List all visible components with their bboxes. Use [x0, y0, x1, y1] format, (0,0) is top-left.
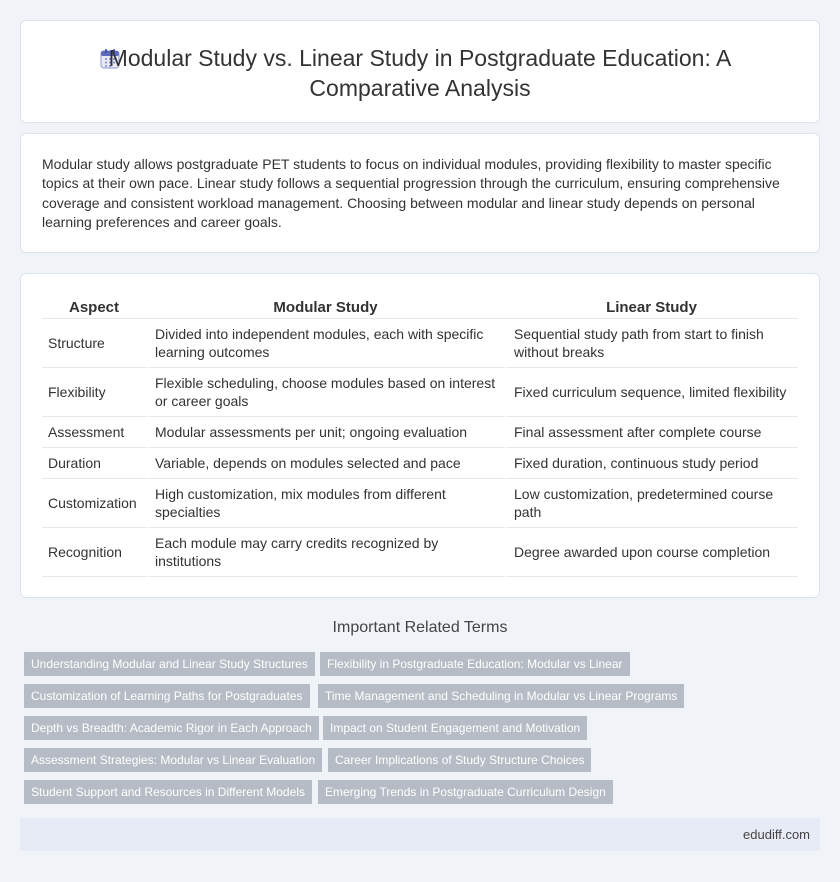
comparison-table: [42, 296, 798, 577]
aspect-cell: Duration: [42, 448, 146, 479]
header-linear: Linear Study: [505, 296, 798, 319]
aspect-cell: Recognition: [42, 528, 146, 577]
related-term-link[interactable]: Impact on Student Engagement and Motivation: [323, 716, 587, 740]
modular-cell: Flexible scheduling, choose modules based on interest or career goals: [146, 368, 505, 417]
modular-cell: Modular assessments per unit; ongoing evaluation: [146, 417, 505, 448]
linear-cell: Low customization, predetermined course path: [505, 479, 798, 528]
related-term-link[interactable]: Flexibility in Postgraduate Education: Modular vs Linear: [320, 652, 630, 676]
intro-card: [20, 133, 820, 253]
related-term-link[interactable]: Understanding Modular and Linear Study Structures: [24, 652, 315, 676]
table-row: [42, 479, 798, 528]
related-terms-heading: Important Related Terms: [332, 619, 508, 636]
linear-cell: Fixed duration, continuous study period: [505, 448, 798, 479]
aspect-cell: Flexibility: [42, 368, 146, 417]
related-term-link[interactable]: Time Management and Scheduling in Modular vs Linear Programs: [318, 684, 684, 708]
intro-paragraph: Modular study allows postgraduate PET students to focus on individual modules, providing flexibility to master specific topics at their own pace. Linear study follows a sequential progression through the curriculum, ensuring comprehensive coverage and consistent workload management. Choosing between modular and linear study depends on personal learning preferences and career goals.: [42, 156, 780, 231]
related-term-link[interactable]: Emerging Trends in Postgraduate Curriculum Design: [318, 780, 613, 804]
related-term-link[interactable]: Career Implications of Study Structure Choices: [328, 748, 591, 772]
table-header-row: [42, 296, 798, 319]
linear-cell: Degree awarded upon course completion: [505, 528, 798, 577]
header-aspect: Aspect: [42, 296, 146, 319]
linear-cell: Final assessment after complete course: [505, 417, 798, 448]
related-term-link[interactable]: Customization of Learning Paths for Postgraduates: [24, 684, 310, 708]
footer: [20, 818, 820, 851]
related-term-link[interactable]: Depth vs Breadth: Academic Rigor in Each Approach: [24, 716, 319, 740]
table-row: [42, 448, 798, 479]
title-card: [20, 20, 820, 123]
modular-cell: High customization, mix modules from different specialties: [146, 479, 505, 528]
aspect-cell: Assessment: [42, 417, 146, 448]
related-term-link[interactable]: Student Support and Resources in Different Models: [24, 780, 312, 804]
aspect-cell: Structure: [42, 319, 146, 368]
linear-cell: Sequential study path from start to finish without breaks: [505, 319, 798, 368]
header-modular: Modular Study: [146, 296, 505, 319]
table-row: [42, 417, 798, 448]
comparison-table-card: [20, 273, 820, 598]
modular-cell: Variable, depends on modules selected and pace: [146, 448, 505, 479]
linear-cell: Fixed curriculum sequence, limited flexibility: [505, 368, 798, 417]
table-row: [42, 528, 798, 577]
related-term-link[interactable]: Assessment Strategies: Modular vs Linear Evaluation: [24, 748, 322, 772]
aspect-cell: Customization: [42, 479, 146, 528]
table-row: [42, 319, 798, 368]
modular-cell: Each module may carry credits recognized by institutions: [146, 528, 505, 577]
modular-cell: Divided into independent modules, each with specific learning outcomes: [146, 319, 505, 368]
site-name[interactable]: edudiff.com: [743, 827, 810, 842]
page-title: Modular Study vs. Linear Study in Postgraduate Education: A Comparative Analysis: [108, 45, 732, 101]
table-row: [42, 368, 798, 417]
